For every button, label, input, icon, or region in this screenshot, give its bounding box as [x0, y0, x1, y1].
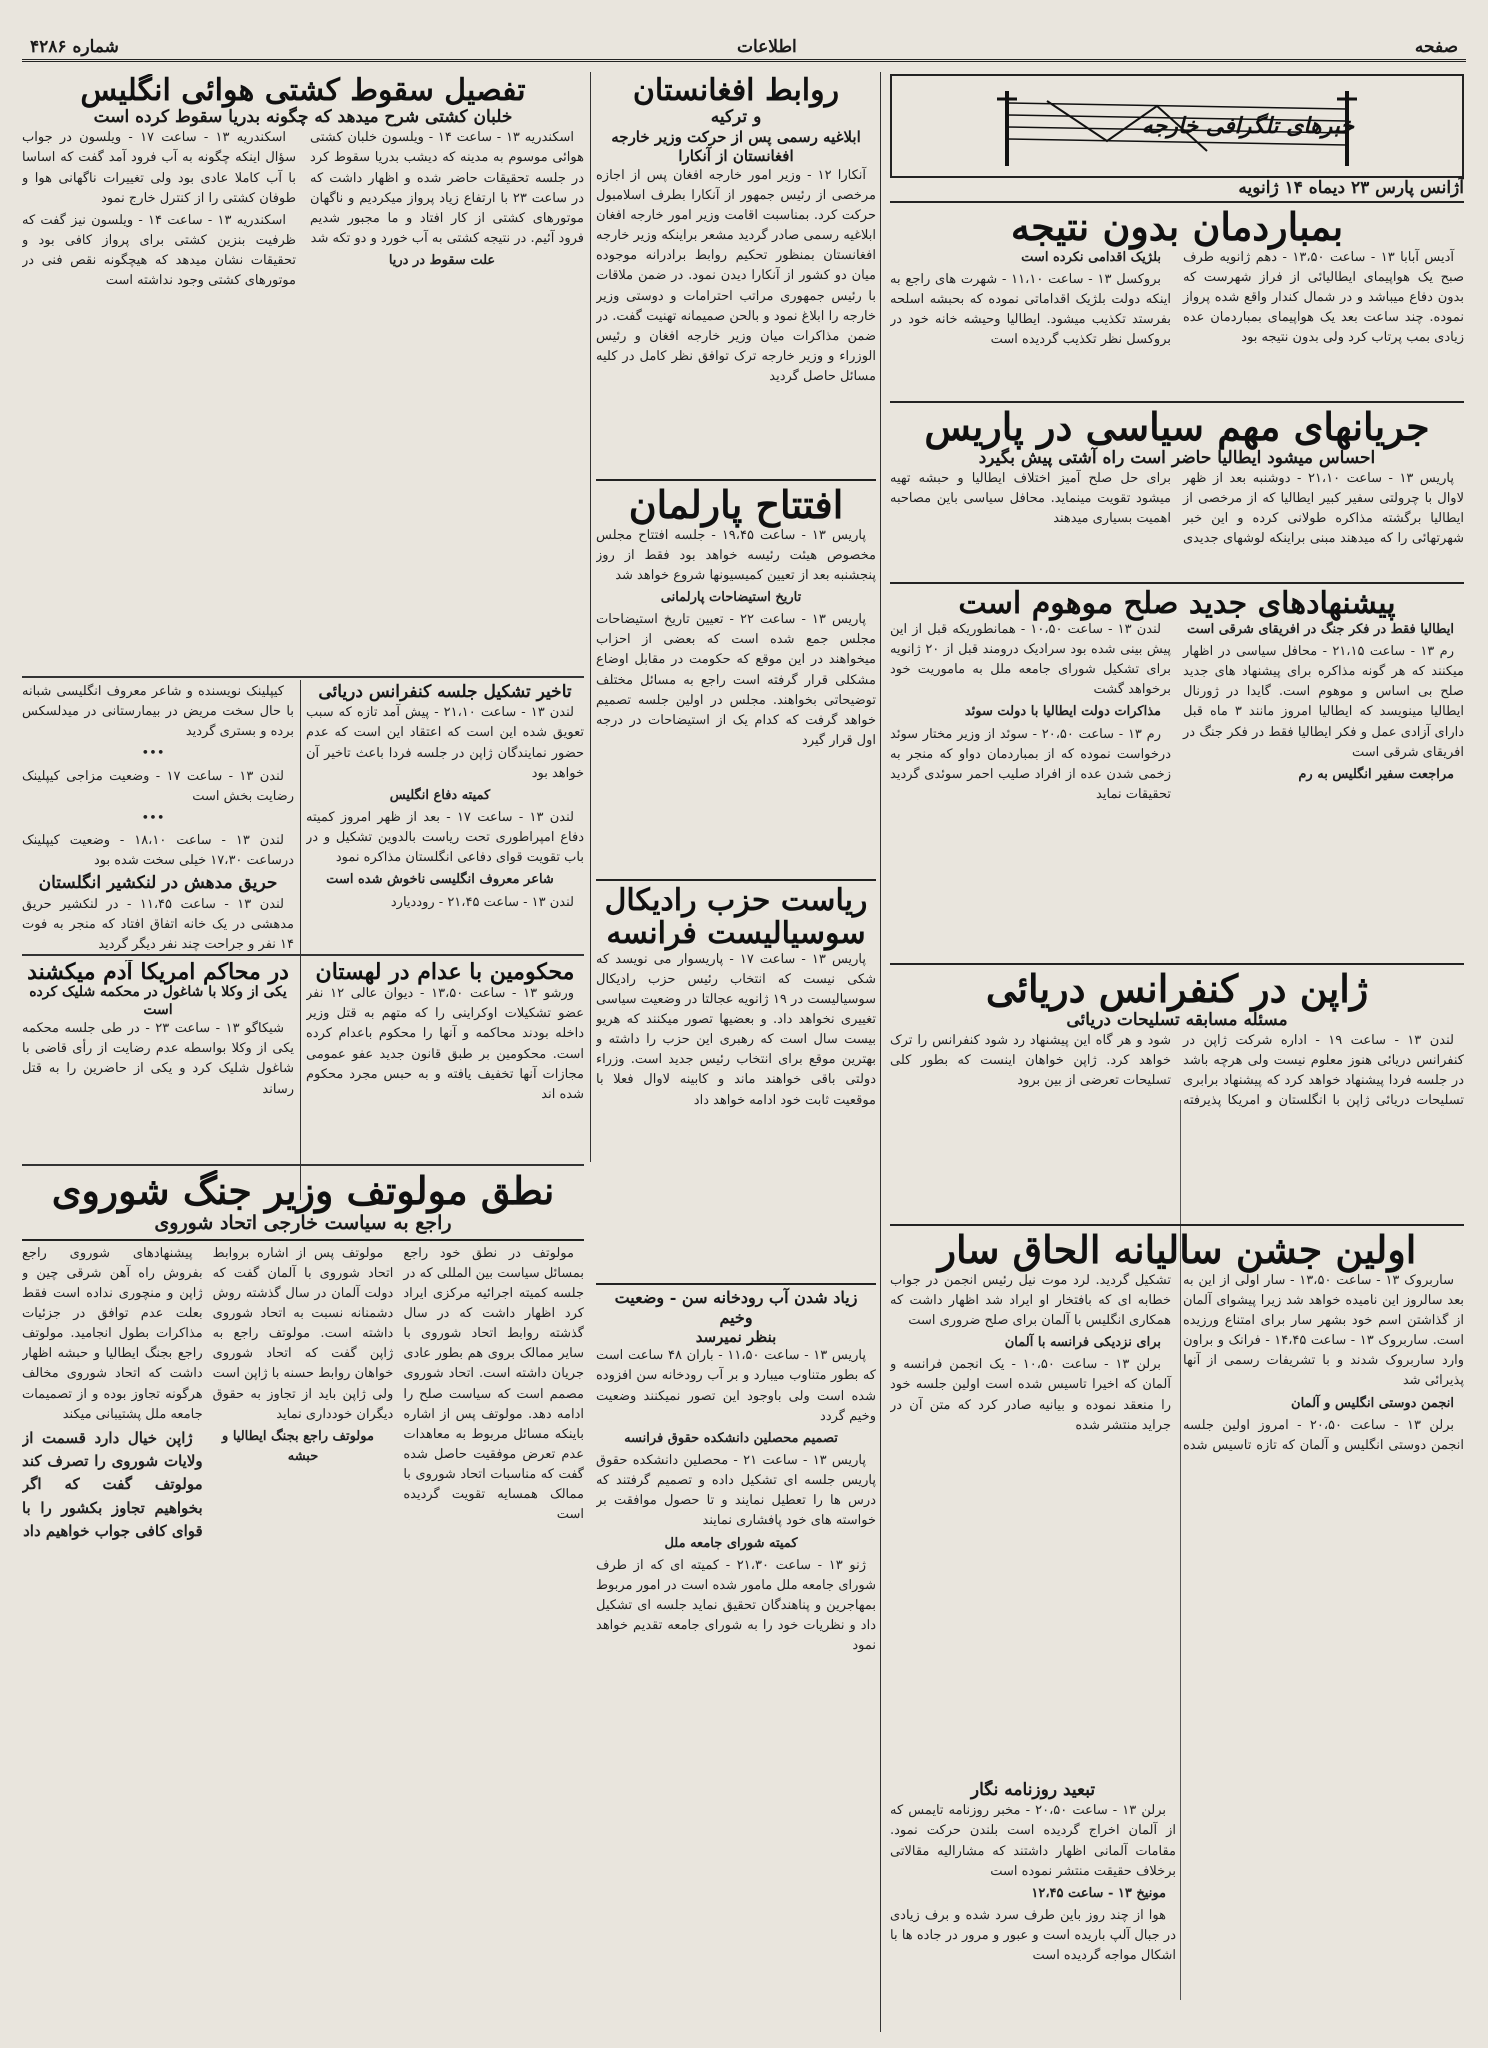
- subheadline: بنظر نمیرسد: [695, 1327, 777, 1346]
- headline: تفصیل سقوط کشتی هوائی انگلیس: [80, 74, 526, 108]
- article-body: پاریس ۱۳ - ساعت ۱۱،۵۰ - باران ۴۸ ساعت است که بطور متناوب میبارد و بر آب رودخانه سن افزوده شده است ولی باوجود این تصور نمیکنند وضعیت وخیم گردد: [596, 1348, 876, 1424]
- article-parliament-opening: [596, 481, 876, 876]
- article-body: مولوتف در نطق خود راجع بمسائل سیاست بین المللی که در جلسه کمیته اجرائیه مرکزی ایراد کرد اظهار داشت که در سال گذشته روابط اتحاد شوروی با سایر ممالک بروی هم بطور عادی جریان داشته است. اتحاد شوروی مصمم است که سیاست صلح را ادامه دهد. مولوتف پس از اشاره باینکه مسائل مربوط به معاهدات عدم تعرض موفقیت حاصل شده گفت که مناسبات اتحاد شوروی با ممالک همسایه تقویت گردیده است: [403, 1245, 584, 1523]
- article-body: اسکندریه ۱۳ - ساعت ۱۷ - ویلسون در جواب سؤال اینکه چگونه به آب فرود آمد گفت که اساسا با آب کاملا عادی بود ولی تغییرات ناگهانی هوا و طوفان کشتی را از کنترل خارج نمود: [22, 130, 296, 206]
- subhead: مذاکرات دولت ایطالیا با دولت سوئد: [964, 704, 1161, 720]
- subheadline: و ترکیه: [710, 107, 762, 127]
- foreign-news-column: [890, 74, 1464, 2034]
- article-body: هوا از چند روز باین طرف سرد شده و برف زیادی در جبال آلپ باریده است و عبور و مرور در جاده ها با اشکال مواجه گردیده است: [890, 1907, 1176, 1964]
- headline: جریانهای مهم سیاسی در پاریس: [924, 403, 1430, 449]
- article-molotov-speech: [22, 1170, 584, 2030]
- headline: ژاپن در کنفرانس دریائی: [985, 965, 1369, 1011]
- article-body: پاریس ۱۳ - ساعت ۱۹،۴۵ - جلسه افتتاح مجلس مخصوص هیئت رئیسه خواهد بود فقط از روز پنجشنبه بعد از تعیین کمیسیونها شروع خواهد شد: [596, 527, 876, 583]
- article-body: ژنو ۱۳ - ساعت ۲۱،۳۰ - کمیته ای که از طرف شورای جامعه ملل مامور شده است در امور مربوط بمهاجرین و پناهندگان تحقیق نماید جلسه ای تشکیل داد و نظریات خود را به شورای جامعه تقدیم خواهد نمود: [596, 1557, 876, 1654]
- subhead: تاریخ استیضاحات پارلمانی: [660, 589, 802, 605]
- article-body: اسکندریه ۱۳ - ساعت ۱۴ - ویلسون نیز گفت که ظرفیت بنزین کشتی برای پرواز کافی بود و تحقیقات نشان میدهد که هیچگونه نقص فنی در موتورهای کشتی وجود نداشته است: [22, 212, 296, 289]
- article-bombardment: [890, 206, 1464, 398]
- article-japan-naval: [890, 965, 1464, 1221]
- subheadline: مسئله مسابقه تسلیحات دریائی: [1066, 1009, 1288, 1030]
- article-poland-executions: [306, 960, 584, 1160]
- article-body: لندن ۱۳ - ساعت ۱۹ - اداره شرکت ژاپن در کنفرانس دریائی هنوز معلوم نیست ولی هرچه باشد در جلسه فردا پیشنهاد خواهد کرد که پیشنهاد برابری تسلیحات دریائی ژاپن با انگلستان و امریکا پذیرفته شود و هر گاه این پیشنهاد رد شود کنفرانس را ترک خواهد کرد. ژاپن خواهان اینست که بطور کلی تسلیحات تعرضی از بین برود: [890, 1032, 1464, 1109]
- headline: زیاد شدن آب رودخانه سن - وضعیت وخیم: [614, 1287, 858, 1327]
- article-seine-flood: [596, 1288, 876, 1767]
- article-radical-party: [596, 884, 876, 1280]
- article-body: پاریس ۱۳ - ساعت ۲۱،۱۰ - دوشنبه بعد از ظهر لاوال با چرولتی سفیر کبیر ایطالیا که از مرخصی از ایطالیا برگشته مذاکره طولانی کرده و این خبر شهرتهائی را که میدهند مبنی براینکه لوشهای جدیدی برای حل صلح آمیز اختلاف ایطالیا و حبشه تهیه میشود تقویت مینماید. محافل سیاسی باین مصاحبه اهمیت بسیاری میدهند: [890, 470, 1464, 547]
- masthead: [22, 34, 1466, 62]
- article-body: لندن ۱۳ - ساعت ۱۱،۴۵ - در لنکشیر حریق مدهشی در یک خانه اتفاق افتاد که منجر به فوت ۱۴ نفر و جراحت چند نفر دیگر گردید: [22, 896, 294, 952]
- article-body: پاریس ۱۳ - ساعت ۱۷ - پاریسوار می نویسد که شکی نیست که انتخاب رئیس حزب رادیکال سوسیالیست در ۱۹ ژانویه عجالتا در وضعیت سیاسی تغییری نخواهد داد. و بعضیها تصور میکنند که هریو بیست سال است که رهبری این حزب را داشته و بهترین موقع برای انتخاب رئیس جدید است. وزراء دولتی باقی خواهند ماند و کابینه لاوال فعلا با موقعیت ثابت خود ادامه خواهد داد: [596, 951, 876, 1108]
- article-body: ساربروک ۱۳ - ساعت ۱۳،۵۰ - سار اولی از این به بعد سالروز این نامیده خواهد شد زیرا پیشوای آلمان از گذاشتن اسم خود بشهر سار برای امتناع ورزیده است. ساربروک ۱۳ - ساعت ۱۴،۴۵ - فرانک و براون وارد ساربروک شدند و با تشریفات رسمی از آنها پذیرائی شد: [1183, 1272, 1464, 1389]
- article-peace-proposals: [890, 587, 1464, 960]
- closing-bold: ژاپن خیال دارد قسمت از ولایات شوروی را تصرف کند مولوتف گفت که اگر بخواهیم تجاوز بکشور را با قوای کافی جواب خواهیم داد: [22, 1428, 203, 1540]
- article-body: پاریس ۱۳ - ساعت ۲۲ - تعیین تاریخ استیضاحات مجلس جمع شده است که بعضی از احزاب میخواهند در این موقع که حکومت در مقابل اوضاع مشکلی قرار گرفته است راجع به مسائل مختلف توضیحاتی بخواهند. مجلس در اولین جلسه تصمیم خواهد گرفت که کدام یک از استیضاحات در درجه اول قرار گیرد: [596, 612, 876, 748]
- subhead: کمیته شورای جامعه ملل: [664, 1535, 798, 1551]
- article-body: ورشو ۱۳ - ساعت ۱۳،۵۰ - دیوان عالی ۱۲ نفر عضو تشکیلات اوکراینی را که متهم به قتل وزیر داخله بودند محاکمه و آنها را محکوم باعدام کرده است. محکومین بر طبق قانون جدید عفو عمومی مجازات آنها تخفیف یافته و به حبس مجرد محکوم شده اند: [306, 986, 584, 1102]
- subhead: برای نزدیکی فرانسه با آلمان: [1004, 1335, 1161, 1351]
- article-body: پاریس ۱۳ - ساعت ۲۱ - محصلین دانشکده حقوق پاریس جلسه ای تشکیل داده و تصمیم گرفتند که درس ها را تعطیل نمایند و تا حصول موافقت بر خواسته های خود پافشاری نمایند: [596, 1453, 876, 1529]
- subhead: کمیته دفاع انگلیس: [389, 787, 491, 803]
- subhead: مولوتف راجع بجنگ ایطالیا و حبشه: [222, 1428, 374, 1464]
- article-body: آدیس آبابا ۱۳ - ساعت ۱۳،۵۰ - دهم ژانویه طرف صبح یک هواپیمای ایطالیائی از فراز شهرست که بدون دفاع میباشد و در شمال کندار واقع شده پرواز نموده. چند ساعت بعد یک هواپیمای بمباردمان عده زیادی بمب پرتاب کرد ولی بدون نتیجه بود: [1183, 249, 1464, 346]
- article-body: لندن ۱۳ - ساعت ۱۷ - وضعیت مزاجی کیپلینک رضایت بخش است: [22, 768, 294, 804]
- article-body: برلن ۱۳ - ساعت ۲۰،۵۰ - مخبر روزنامه تایمس که از آلمان اخراج گردیده است بلندن حرکت نمود. مقامات آلمانی اظهار داشتند که مشارالیه مقالاتی برخلاف حقیقت منتشر نموده است: [890, 1803, 1176, 1879]
- article-body: برلن ۱۳ - ساعت ۲۰،۵۰ - امروز اولین جلسه انجمن دوستی انگلیس و آلمان که تازه تاسیس شده تشکیل گردید. لرد موت نیل رئیس انجمن در جواب خطابه ای که بافتخار او ایراد شد اظهار داشت که همکاری انگلیس با آلمان برای صلح ضروری است: [890, 1272, 1464, 1453]
- subheadline: خلبان کشتی شرح میدهد که چگونه بدریا سقوط کرده است: [93, 107, 513, 127]
- headline: حریق مدهش در لنکشیر انگلستان: [38, 873, 278, 894]
- headline: تاخیر تشکیل جلسه کنفرانس دریائی: [318, 682, 572, 702]
- headline: بمباردمان بدون نتیجه: [1010, 204, 1344, 249]
- headline: در محاکم امریکا آدم میکشند: [27, 960, 289, 985]
- subhead: مراجعت سفیر انگلیس به رم: [1298, 766, 1454, 782]
- article-body: بروکسل ۱۳ - ساعت ۱۱،۱۰ - شهرت های راجع به اینکه دولت بلژیک اقداماتی نموده که بحبشه اسلحه بفرستد تکذیب میشود. ایطالیا وحیشه خانه خود در بروکسل نظر تکذیب گردیده است: [890, 271, 1171, 348]
- headline: تبعید روزنامه نگار: [970, 1780, 1096, 1800]
- article-body: مولوتف پس از اشاره بروابط اتحاد شوروی با آلمان گفت که دولت آلمان در سال گذشته روش دشمنانه نسبت به اتحاد شوروی داشته است. مولوتف راجع به ژاپن گفت که اتحاد شوروی خواهان روابط حسنه با ژاپن است ولی ژاپن باید از تجاوز به حقوق دیگران خودداری نماید: [212, 1245, 394, 1422]
- subhead: علت سقوط در دریا: [388, 253, 496, 269]
- headline: نطق مولوتف وزیر جنگ شوروی: [51, 1170, 555, 1213]
- headline: ریاست حزب رادیکال: [604, 882, 868, 918]
- subhead: ایطالیا فقط در فکر جنگ در افریقای شرقی است: [1186, 621, 1454, 637]
- subheadline: احساس میشود ایطالیا حاضر است راه آشتی پیش بگیرد: [978, 447, 1376, 468]
- article-body: کیپلینک نویسنده و شاعر معروف انگلیسی شبانه با حال سخت مریض در بیمارستانی در میدلسکس برده و بستری گردید: [22, 684, 294, 740]
- issue-number: شماره ۴۲۸۶: [30, 36, 119, 57]
- subheadline: ابلاغیه رسمی پس از حرکت وزیر خارجه افغانستان از آنکارا: [611, 128, 861, 165]
- article-body: لندن ۱۳ - ساعت ۲۱،۴۵ - روددیارد: [390, 894, 574, 910]
- article-body: لندن ۱۳ - ساعت ۱۷ - بعد از ظهر امروز کمیته دفاع امپراطوری تحت ریاست بالدوین تشکیل و در باب تقویت قوای دفاعی انگلستان مذاکره نمود: [306, 809, 584, 866]
- article-kipling-fire: کیپلینک نویسنده و شاعر معروف انگلیسی شبانه با حال سخت مریض در بیمارستانی در میدلسکس برده و بستری گردید ••• لندن ۱۳ - ساعت ۱۷ - وضعیت مزاجی کیپلینک رضایت بخش است ••• لندن ۱۳ - ساعت ۱۸،۱۰ - وضعیت کیپلینک درساعت ۱۷،۳۰ خیلی سخت شده بود حریق مدهش در لنکشیر انگلستان لندن ۱۳ - ساعت ۱۱،۴۵ - در لنکشیر حریق مدهشی در یک خانه اتفاق افتاد که منجر به فوت ۱۴ نفر و جراحت چند نفر دیگر گردید: [22, 682, 294, 952]
- headline: روابط افغانستان: [632, 74, 840, 108]
- subhead: انجمن دوستی انگلیس و آلمان: [1291, 1395, 1454, 1411]
- subhead: مونیخ ۱۳ - ساعت ۱۲،۴۵: [1031, 1885, 1166, 1901]
- article-afghan-relations: [596, 74, 876, 476]
- article-journalist-exile: [890, 1780, 1176, 2030]
- article-body: شیکاگو ۱۳ - ساعت ۲۳ - در طی جلسه محکمه یکی از وکلا بواسطه عدم رضایت از رأی قاضی با شاغول شلیک کرد و یکی از حاضرین را به قتل رساند: [22, 1021, 294, 1097]
- article-airship-crash: [22, 74, 584, 674]
- subheadline: راجع به سیاست خارجی اتحاد شوروی: [154, 1211, 452, 1234]
- article-body: رم ۱۳ - ساعت ۲۱،۱۵ - محافل سیاسی در اظهار میکنند که هر گونه مذاکره برای پیشنهاد های جدید صلح بی اساس و موهوم است. گایدا در ژورنال ایطالیا مینویسد که ایطالیا امروز مانند ۳ ماه قبل دارای آزادی عمل و فکر ایطالیا فقط در فکر جنگ در افریقای شرقی است: [1183, 643, 1464, 760]
- subheadline: یکی از وکلا با شاغول در محکمه شلیک کرده است: [29, 984, 287, 1018]
- article-body: لندن ۱۳ - ساعت ۲۱،۱۰ - پیش آمد تازه که سبب تعویق شده این است که اعتقاد این است که عدم حضور نمایندگان ژاپن در جلسه فردا باعث تاخیر آن خواهد بود: [306, 705, 584, 781]
- article-body: آنکارا ۱۲ - وزیر امور خارجه افغان پس از اجازه مرخصی از رئیس جمهور از آنکارا بطرف اسلامبول حرکت کرد. بمناسبت اقامت وزیر امور خارجه افغان ابلاغیه رسمی صادر گردید مشعر براینکه وزیر خارجه افغانستان بمنظور تحکیم روابط برادرانه موجوده میان دو کشور از آنکارا دیدن نمود. در ضمن ملاقات با رئیس جمهوری مراتب احترامات و دوستی وزیر خارجه را ابلاغ نمود و بالحن صمیمانه تهنیت گفت. در ضمن مذاکرات میان وزیر خارجه افغان و رئیس الوزراء و وزیر خارجه ترک توافق نظر کامل در کلیه مسائل حاصل گردید: [596, 167, 876, 385]
- headline: اولین جشن سالیانه الحاق سار: [937, 1226, 1417, 1272]
- article-america-courts: [22, 960, 294, 1160]
- headline: محکومین با عدام در لهستان: [315, 960, 575, 985]
- subhead: بلژیک اقدامی نکرده است: [1021, 249, 1161, 265]
- middle-column: [596, 74, 876, 2034]
- article-body: رم ۱۳ - ساعت ۲۰،۵۰ - سوئد از وزیر مختار سوئد درخواست نموده که از بمباردمان دواو که منجر به زخمی شدن عده از افراد صلیب احمر سوئدی گردید تحقیقات نماید: [890, 726, 1171, 802]
- article-naval-delay: [306, 682, 584, 952]
- paper-name: اطلاعات: [736, 36, 797, 57]
- article-body: اسکندریه ۱۳ - ساعت ۱۴ - ویلسون خلبان کشتی هوائی موسوم به مدینه که دیشب بدریا سقوط کرد در جلسه تحقیقات حاضر شده و اظهار داشت که در ساعت ۲۳ با ارتفاع زیاد پرواز میکردیم و ناگهان موتورهای کشتی از کار افتاد و ما مجبور شدیم فرود آئیم. در نتیجه کشتی به آب خورد و دو تکه شد: [310, 130, 584, 246]
- article-body: لندن ۱۳ - ساعت ۱۸،۱۰ - وضعیت کیپلینک درساعت ۱۷،۳۰ خیلی سخت شده بود: [22, 832, 294, 869]
- headline: افتتاح پارلمان: [628, 481, 844, 527]
- subhead: تصمیم محصلین دانشکده حقوق فرانسه: [624, 1430, 838, 1446]
- article-body: پیشنهادهای شوروی راجع بفروش راه آهن شرقی چین و ژاپن و منچوری نداده است فقط بعلت عدم توافق در جزئیات مذاکرات بطول انجامید. مولوتف راجع بجنگ ایطالیا و حبشه اظهار داشت که اتحاد شوروی مخالف هرگونه تجاوز بوده و از تصمیمات جامعه ملل پشتیبانی میکند: [22, 1245, 203, 1422]
- headline-line2: سوسیالیست فرانسه: [606, 915, 866, 951]
- subhead: شاعر معروف انگلیسی ناخوش شده است: [326, 872, 554, 888]
- article-paris-politics: [890, 403, 1464, 579]
- foreign-telegrams-logo: [890, 74, 1464, 178]
- page-label: صفحه: [1414, 36, 1458, 57]
- logo-title: خبرهای تلگرافی خارجه: [1141, 113, 1354, 139]
- article-saar-anniversary: [890, 1226, 1464, 1631]
- article-body: برلن ۱۳ - ساعت ۱۰،۵۰ - یک انجمن فرانسه و آلمان که اخیرا تاسیس شده است اولین جلسه خود را منعقد نموده و بیانیه صادر کرد که متن آن در جراید منتشر شده: [890, 1357, 1171, 1433]
- headline: پیشنهادهای جدید صلح موهوم است: [958, 585, 1396, 621]
- article-body: لندن ۱۳ - ساعت ۱۰،۵۰ - همانطوریکه قبل از این پیش بینی شده بود سرادیک درومند قبل از ۲۰ ژانویه برای تشکیل شورای جامعه ملل به ماموریت خود برخواهد گشت: [890, 621, 1171, 698]
- agency-line: آژانس پارس ۲۳ دیماه ۱۴ ژانویه: [1238, 178, 1464, 198]
